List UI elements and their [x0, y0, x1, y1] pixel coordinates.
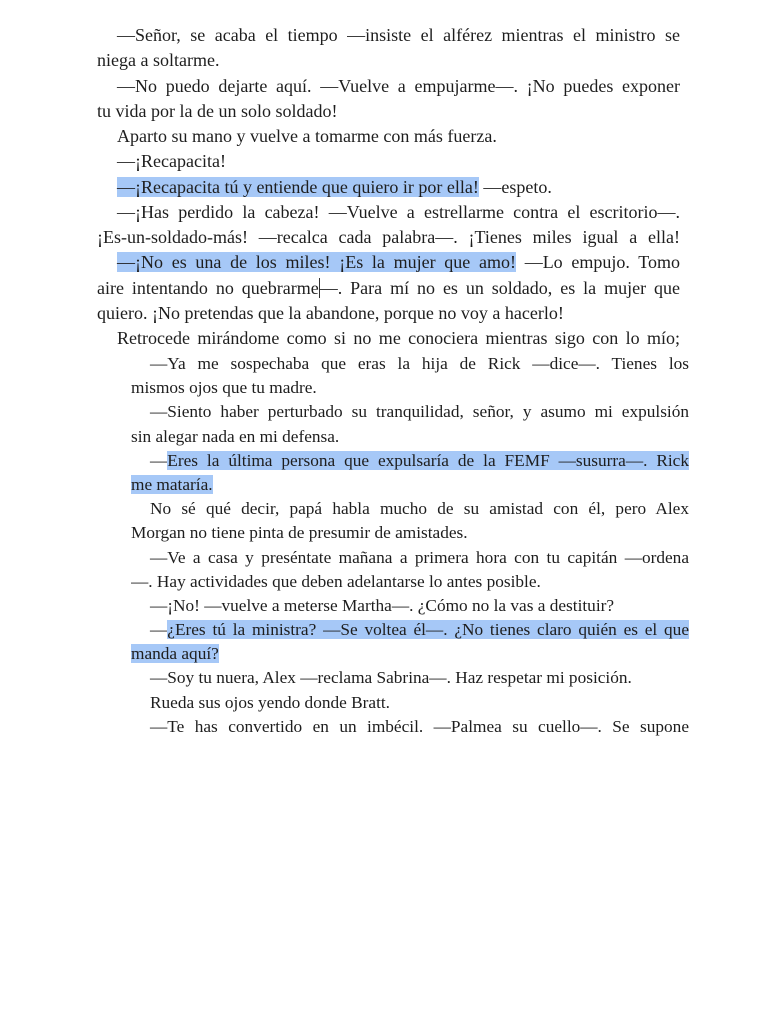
text-segment: —Ve a casa y preséntate mañana a primera hora con tu capitán —ordena — [150, 547, 689, 567]
text-segment: —Siento haber perturbado su tranquilidad, señor, y asumo mi expulsión — [150, 402, 689, 422]
text-line[interactable] — [131, 425, 689, 449]
text-segment: Morgan no tiene pinta de presumir de amistades. — [131, 523, 468, 543]
text-line[interactable] — [131, 691, 689, 715]
text-segment: aire intentando no quebrarme — [97, 277, 319, 298]
text-segment: —¡Has perdido la cabeza! —Vuelve a estrellarme contra el escritorio—. — [117, 201, 680, 222]
text-line[interactable] — [97, 23, 680, 48]
text-line[interactable] — [97, 124, 680, 149]
text-line[interactable] — [131, 449, 689, 473]
text-segment: —¡Recapacita! — [117, 151, 226, 172]
text-line[interactable] — [131, 666, 689, 690]
text-segment: —Señor, se acaba el tiempo —insiste el alférez mientras el ministro se — [117, 25, 680, 45]
text-segment: — — [150, 620, 168, 640]
text-line[interactable] — [131, 400, 689, 424]
highlighted-text[interactable]: me mataría. — [131, 474, 213, 494]
text-segment: No sé qué decir, papá habla mucho de su amistad con él, pero Alex — [150, 499, 689, 519]
text-line[interactable] — [97, 175, 680, 200]
highlighted-text[interactable]: —¡No es una de los miles! ¡Es la mujer que amo! — [117, 252, 516, 273]
text-segment: — — [150, 450, 168, 470]
highlighted-text[interactable]: Eres la última persona que expulsaría de la FEMF —susurra—. Rick — [167, 450, 689, 470]
text-line[interactable] — [97, 276, 680, 301]
text-line[interactable] — [131, 546, 689, 570]
text-segment: niega a soltarme. — [97, 50, 220, 71]
text-line[interactable] — [131, 594, 689, 618]
text-segment: quiero. ¡No pretendas que la abandone, porque no voy a hacerlo! — [97, 302, 564, 323]
highlighted-text[interactable]: ¿Eres tú la ministra? —Se voltea él—. ¿No tienes claro quién es el que — [167, 620, 689, 640]
page-text-lower[interactable] — [131, 357, 689, 739]
text-segment: —No puedo dejarte aquí. —Vuelve a empujarme—. ¡No puedes exponer — [117, 75, 680, 96]
text-line[interactable] — [131, 473, 689, 497]
page-text-lower-viewport — [131, 357, 691, 757]
text-segment: sin alegar nada en mi defensa. — [131, 426, 340, 446]
text-segment: Rueda sus ojos yendo donde Bratt. — [150, 692, 390, 712]
text-line[interactable] — [131, 570, 689, 594]
text-line[interactable] — [131, 715, 689, 739]
text-line[interactable] — [131, 497, 689, 521]
text-line[interactable] — [97, 74, 680, 99]
text-segment: —¡No! —vuelve a meterse Martha—. ¿Cómo no la vas a destituir? — [150, 595, 615, 615]
text-line[interactable] — [97, 48, 680, 73]
text-line[interactable] — [131, 642, 689, 666]
text-line[interactable] — [97, 250, 680, 275]
text-segment: Aparto su mano y vuelve a tomarme con más fuerza. — [117, 126, 497, 146]
text-segment: —Soy tu nuera, Alex —reclama Sabrina—. Haz respetar mi posición. — [150, 668, 632, 688]
text-segment: —Lo empujo. Tomo — [515, 252, 681, 273]
text-segment: —. Para mí no es un soldado, es la mujer que — [319, 277, 680, 298]
text-line[interactable] — [97, 326, 680, 351]
text-segment: —espeto. — [478, 176, 552, 197]
text-line[interactable] — [131, 357, 689, 376]
highlighted-text[interactable]: manda aquí? — [131, 644, 219, 664]
text-line[interactable] — [97, 99, 680, 124]
text-segment: —Te has convertido en un imbécil. —Palmea su cuello—. Se supone — [150, 716, 689, 736]
text-segment: —Ya me sospechaba que eras la hija de Rick —dice—. Tienes los — [150, 357, 689, 373]
text-segment: tu vida por la de un solo soldado! — [97, 100, 338, 121]
highlighted-text[interactable]: —¡Recapacita tú y entiende que quiero ir por ella! — [117, 176, 479, 197]
page-text-upper[interactable] — [97, 23, 680, 351]
text-line[interactable] — [97, 200, 680, 225]
text-line[interactable] — [131, 376, 689, 400]
text-line[interactable] — [131, 521, 689, 545]
text-line[interactable] — [97, 225, 680, 250]
text-line[interactable] — [97, 149, 680, 174]
text-segment: —. Hay actividades que deben adelantarse lo antes posible. — [131, 571, 541, 591]
text-segment: mismos ojos que tu madre. — [131, 378, 317, 398]
text-segment: Retrocede mirándome como si no me conociera mientras sigo con lo mío; — [117, 328, 680, 348]
text-line[interactable] — [131, 618, 689, 642]
text-segment: ¡Es-un-soldado-más! —recalca cada palabra—. ¡Tienes miles igual a ella! — [97, 227, 680, 247]
text-line[interactable] — [97, 301, 680, 326]
